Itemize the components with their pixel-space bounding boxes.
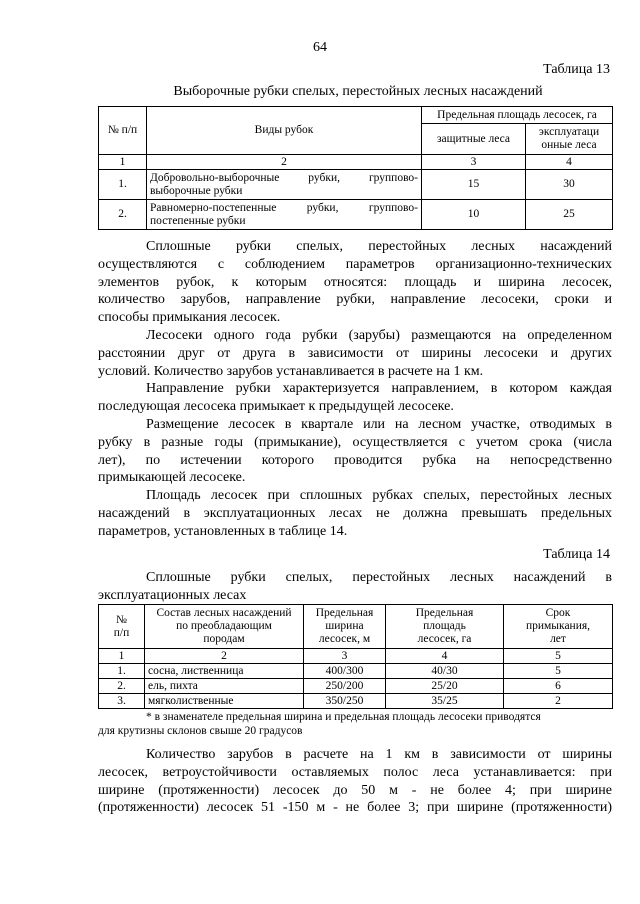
table-14-header-width: Предельная ширина лесосек, м	[304, 605, 386, 649]
paragraph-3: Направление рубки характеризуется направлением, в котором каждая последующая лесосека примыкает к предыдущей лесосеке.	[98, 381, 612, 414]
table-14-title: Сплошные рубки спелых, перестойных лесных насаждений в эксплуатационных лесах	[98, 570, 612, 603]
row-term: 5	[504, 664, 613, 679]
row-number: 2.	[99, 679, 145, 694]
table-13-header-protective: защитные леса	[422, 124, 526, 155]
row-width: 250/200	[304, 679, 386, 694]
row-composition: сосна, лиственница	[145, 664, 304, 679]
row-composition: мягколиственные	[145, 694, 304, 709]
row-term: 2	[504, 694, 613, 709]
row-number: 3.	[99, 694, 145, 709]
table-14-caption: Таблица 14	[543, 547, 610, 562]
table-row	[99, 170, 613, 200]
table-14-colnum: 3	[304, 649, 386, 664]
paragraph-1: Сплошные рубки спелых, перестойных лесных насаждений осуществляются с соблюдением параметров организационно-технических элементов рубок, к которым относятся: площадь и ширина лесосек, количество зарубов, направление рубки, направление лесосеки, сроки и способы примыкания лесосек.	[98, 239, 612, 326]
row-term: 6	[504, 679, 613, 694]
row-width: 400/300	[304, 664, 386, 679]
table-13-colnum: 4	[526, 155, 613, 170]
table-13-header-kind: Виды рубок	[147, 107, 422, 155]
row-kind: Добровольно-выборочные рубки, группово- выборочные рубки	[147, 170, 422, 200]
table-row	[99, 679, 613, 694]
row-exploit: 30	[526, 170, 613, 200]
table-13-colnum: 2	[147, 155, 422, 170]
table-13-colnum: 3	[422, 155, 526, 170]
table-14-header-area: Предельная площадь лесосек, га	[386, 605, 504, 649]
table-14-header-num: № п/п	[99, 605, 145, 649]
table-13-caption: Таблица 13	[543, 62, 610, 77]
table-13-header-exploit: эксплуатаци онные леса	[526, 124, 613, 155]
table-14	[98, 604, 613, 709]
row-exploit: 25	[526, 200, 613, 230]
table-14-footnote: * в знаменателе предельная ширина и предельная площадь лесосеки приводятся для крутизны склонов свыше 20 градусов	[98, 711, 541, 737]
row-kind: Равномерно-постепенные рубки, группово- постепенные рубки	[147, 200, 422, 230]
table-row	[99, 694, 613, 709]
row-number: 2.	[99, 200, 147, 230]
page-number: 64	[313, 40, 327, 55]
table-13-header-num: № п/п	[99, 107, 147, 155]
table-row	[99, 664, 613, 679]
row-number: 1.	[99, 664, 145, 679]
table-13-colnum: 1	[99, 155, 147, 170]
paragraph-5: Площадь лесосек при сплошных рубках спелых, перестойных лесных насаждений в эксплуатационных лесах не должна превышать предельных параметров, установленных в таблице 14.	[98, 488, 612, 539]
row-number: 1.	[99, 170, 147, 200]
row-width: 350/250	[304, 694, 386, 709]
table-14-header-composition: Состав лесных насаждений по преобладающим породам	[145, 605, 304, 649]
paragraph-4: Размещение лесосек в квартале или на лесном участке, отводимых в рубку в разные годы (примыкание), осуществляется с учетом срока (числа лет), по истечении которого проводится рубка на непосредственно примыкающей лесосеке.	[98, 417, 612, 486]
table-row	[99, 200, 613, 230]
row-area: 25/20	[386, 679, 504, 694]
table-13-header-area: Предельная площадь лесосек, га	[422, 107, 613, 124]
paragraph-2: Лесосеки одного года рубки (зарубы) размещаются на определенном расстоянии друг от друга в зависимости от ширины лесосеки и других условий. Количество зарубов устанавливается в расчете на 1 км.	[98, 328, 612, 379]
table-14-colnum: 1	[99, 649, 145, 664]
table-14-colnum: 4	[386, 649, 504, 664]
table-14-header-term: Срок примыкания, лет	[504, 605, 613, 649]
table-13	[98, 106, 613, 230]
row-protective: 10	[422, 200, 526, 230]
table-13-title: Выборочные рубки спелых, перестойных лесных насаждений	[173, 84, 543, 99]
table-14-colnum: 5	[504, 649, 613, 664]
row-area: 35/25	[386, 694, 504, 709]
paragraph-6: Количество зарубов в расчете на 1 км в зависимости от ширины лесосек, ветроустойчивости оставляемых полос леса устанавливается: при ширине (протяженности) лесосек до 50 м - не более 4; при ширине (протяженности) лесосек 51 -150 м - не более 3; при ширине (протяженности)	[98, 747, 612, 816]
row-protective: 15	[422, 170, 526, 200]
row-composition: ель, пихта	[145, 679, 304, 694]
row-area: 40/30	[386, 664, 504, 679]
table-14-colnum: 2	[145, 649, 304, 664]
